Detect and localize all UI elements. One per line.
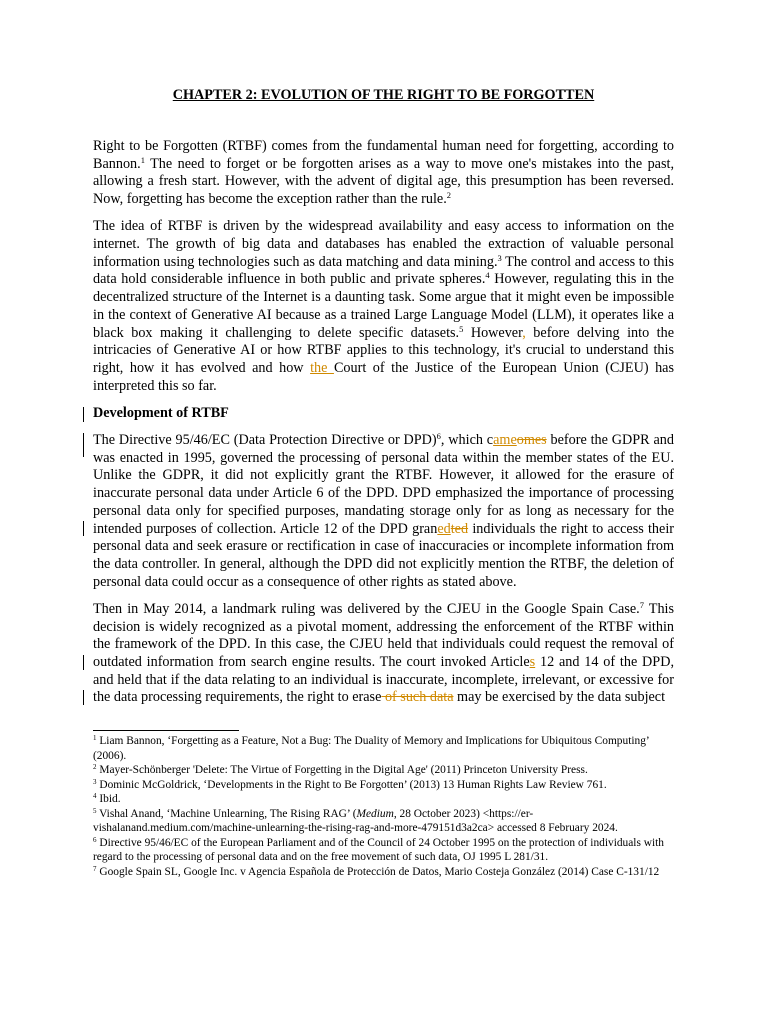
footnote-italic: Medium xyxy=(356,807,394,820)
footnote-text: , 28 October 2023) <https://er-vishalanand.medium.com/machine-unlearning-the-rising-rag-and-more-479151d3a2ca> accessed 8 February 2024. xyxy=(93,807,618,834)
tracked-insertion[interactable]: , xyxy=(522,324,526,341)
footnote-text: Google Spain SL, Google Inc. v Agencia Española de Protección de Datos, Mario Costeja González (2014) Case C-131/12 xyxy=(96,865,660,878)
paragraph-3 xyxy=(93,432,674,591)
text-run: However, regulating this in the decentralized structure of the Internet is a daunting task. Some argue that it might even be impossible in the context of Generative AI because as a trained Large Language Model (LLM), it operates like a black box making it challenging to delete specific datasets. xyxy=(93,271,674,341)
footnote-number: 4 xyxy=(93,792,97,800)
paragraph-4 xyxy=(93,601,674,707)
text-run: This decision is widely recognized as a pivotal moment, addressing the enforcement of the RTBF within the framework of the DPD. In this case, the CJEU held that individuals could request the removal of outdated information from search engine results. The court invoked Article xyxy=(93,600,674,670)
text-run: The need to forget or be forgotten arises as a way to move one's mistakes into the past, allowing a fresh start. However, with the advent of digital age, this presumption has been reversed. Now, forgetting has become the exception rather than the rule. xyxy=(93,155,674,208)
change-bar xyxy=(83,690,84,705)
footnote-5 xyxy=(93,807,674,836)
tracked-deletion[interactable]: omes xyxy=(516,432,547,449)
change-bar xyxy=(83,407,84,422)
text-run: , which c xyxy=(440,432,494,449)
text-run: may be exercised by the data subject xyxy=(453,689,666,706)
footnote-text: Liam Bannon, ‘Forgetting as a Feature, Not a Bug: The Duality of Memory and Implications for Ubiquitous Computing’ (2006). xyxy=(93,735,649,762)
text-run: before the GDPR and was enacted in 1995, governed the processing of personal data within the member states of the EU. Unlike the GDPR, it did not explicitly grant the RTBF. However, it allowed for the erasure of inaccurate personal data under Article 6 of the DPD. DPD emphasized the importance of processing personal data only for specified purposes, mandating storage only for as long as necessary for the intended purposes of collection. Article 12 of the DPD gran xyxy=(93,432,674,537)
tracked-insertion[interactable]: s xyxy=(529,653,536,670)
footnote-number: 7 xyxy=(93,864,97,873)
paragraph-2 xyxy=(93,218,674,395)
footnote-text: Vishal Anand, ‘Machine Unlearning, The Rising RAG’ ( xyxy=(96,807,357,820)
footnote-text: Dominic McGoldrick, ‘Developments in the Right to Be Forgotten’ (2013) 13 Human Rights Law Review 761. xyxy=(96,778,607,791)
tracked-deletion[interactable]: ted xyxy=(450,520,469,537)
footnote-ref[interactable]: 7 xyxy=(639,599,644,610)
footnote-text: Ibid. xyxy=(96,793,121,805)
change-bar xyxy=(83,433,84,448)
footnote-number: 1 xyxy=(93,734,97,742)
footnote-2 xyxy=(93,763,674,778)
document-body xyxy=(93,138,674,717)
text-run: individuals the right to access their personal data and seek erasure or rectification in case of inaccuracies or incomplete information from the data controller. In general, although the DPD did not explicitly mention the RTBF, the deletion of personal data could occur as a consequence of other rights as stated above. xyxy=(93,520,674,590)
footnote-number: 2 xyxy=(93,763,97,771)
footnote-6 xyxy=(93,836,674,865)
text-run: However xyxy=(463,324,523,341)
tracked-deletion[interactable]: of such data xyxy=(381,689,454,706)
text-run: Then in May 2014, a landmark ruling was delivered by the CJEU in the Google Spain Case. xyxy=(93,600,640,617)
text-run: 12 and 14 of the DPD, and held that if the data relating to an individual is inaccurate, incomplete, irrelevant, or excessive for the data processing requirements, the right to erase xyxy=(93,653,674,706)
text-run: The Directive 95/46/EC (Data Protection Directive or DPD) xyxy=(93,432,437,449)
footnote-number: 3 xyxy=(93,777,97,786)
tracked-insertion[interactable]: ame xyxy=(493,432,517,449)
footnote-ref[interactable]: 2 xyxy=(446,190,452,201)
text-run: before delving into the intricacies of Generative AI or how RTBF applies to this technology, it's crucial to understand this right, how it has evolved and how xyxy=(93,324,674,376)
text-run: The idea of RTBF is driven by the widespread availability and easy access to information on the internet. The growth of big data and databases has enabled the extraction of valuable personal information using technologies such as data matching and data mining. xyxy=(93,218,674,270)
text-run: Right to be Forgotten (RTBF) comes from the fundamental human need for forgetting, according to Bannon. xyxy=(93,138,674,172)
section-heading: Development of RTBF xyxy=(93,404,229,421)
footnote-ref[interactable]: 1 xyxy=(140,154,145,165)
footnotes xyxy=(93,734,674,879)
footnote-ref[interactable]: 4 xyxy=(485,270,490,281)
footnote-text: Directive 95/46/EC of the European Parliament and of the Council of 24 October 1995 on the protection of individuals with regard to the processing of personal data and on the free movement of such data, OJ 1995 L 281/31. xyxy=(93,836,665,863)
footnote-separator xyxy=(93,730,239,731)
chapter-title: CHAPTER 2: EVOLUTION OF THE RIGHT TO BE FORGOTTEN xyxy=(172,87,595,103)
footnote-number: 6 xyxy=(93,835,97,844)
footnote-4 xyxy=(93,792,674,807)
tracked-insertion[interactable]: the xyxy=(310,359,334,376)
footnote-3 xyxy=(93,778,674,793)
text-run: The control and access to this data hold considerable influence in both public and private spheres. xyxy=(93,253,674,288)
footnote-7 xyxy=(93,865,674,880)
footnote-1 xyxy=(93,734,674,763)
change-bar xyxy=(83,521,84,536)
tracked-insertion[interactable]: ed xyxy=(437,520,451,537)
footnote-text: Mayer-Schönberger 'Delete: The Virtue of Forgetting in the Digital Age' (2011) Princeton University Press. xyxy=(96,764,588,776)
text-run: Court of the Justice of the European Union (CJEU) has interpreted this so far. xyxy=(93,359,674,394)
change-bar xyxy=(83,655,84,670)
footnote-ref[interactable]: 5 xyxy=(459,323,464,334)
paragraph-1 xyxy=(93,138,674,209)
footnote-number: 5 xyxy=(93,806,97,815)
footnote-ref[interactable]: 3 xyxy=(497,252,502,263)
footnote-ref[interactable]: 6 xyxy=(436,431,441,442)
